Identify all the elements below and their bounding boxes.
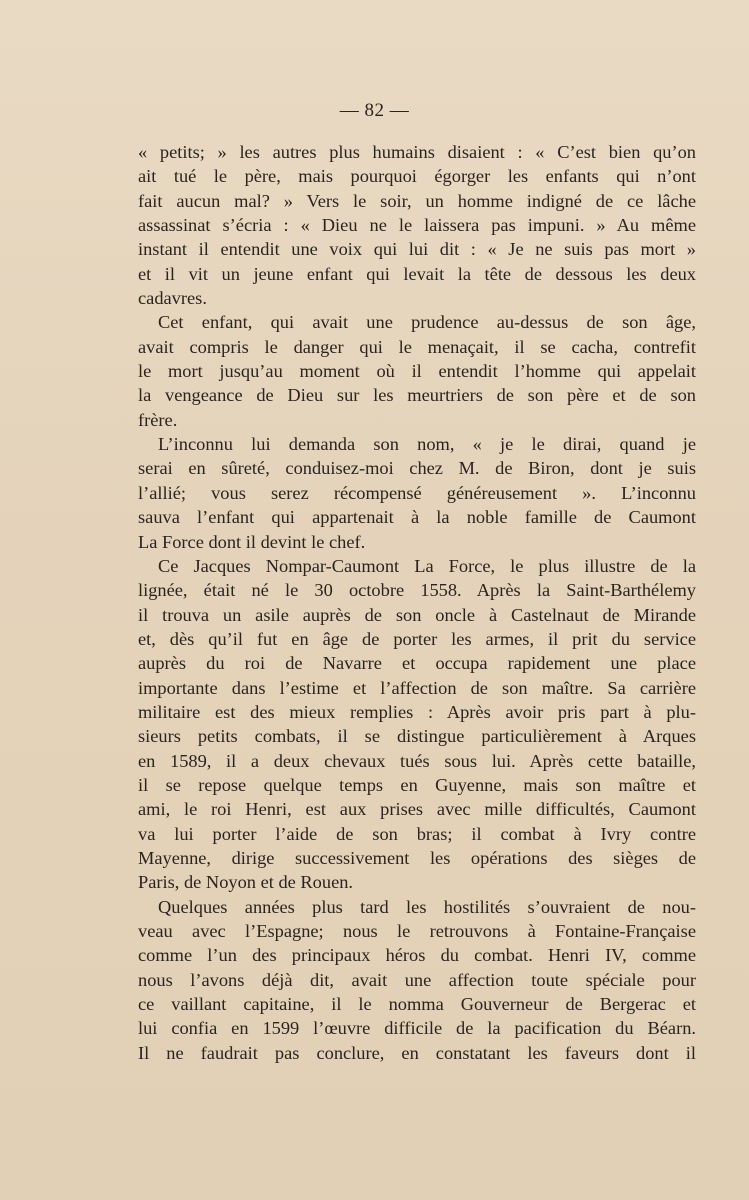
text-line: comme l’un des principaux héros du combat. Henri IV, comme <box>138 945 696 966</box>
text-line: veau avec l’Espagne; nous le retrouvons à Fontaine-Française <box>138 921 696 941</box>
text-line: la vengeance de Dieu sur les meurtriers de son père et de son <box>138 385 696 406</box>
text-line: en 1589, il a deux chevaux tués sous lui. Après cette bataille, <box>138 750 696 771</box>
body-text <box>138 140 696 1065</box>
text-line: « petits; » les autres plus humains disaient : « C’est bien qu’on <box>138 142 696 162</box>
text-line: ce vaillant capitaine, il le nomma Gouverneur de Bergerac et <box>138 994 696 1015</box>
text-line: Mayenne, dirige successivement les opérations des sièges de <box>138 847 696 868</box>
text-line: ait tué le père, mais pourquoi égorger les enfants qui n’ont <box>138 166 696 187</box>
text-line: cadavres. <box>138 288 207 309</box>
text-line: assassinat s’écria : « Dieu ne le laissera pas impuni. » Au même <box>138 215 696 236</box>
text-line: fait aucun mal? » Vers le soir, un homme indigné de ce lâche <box>138 190 696 211</box>
text-line: Cet enfant, qui avait une prudence au-dessus de son âge, <box>158 312 696 333</box>
text-line: La Force dont il devint le chef. <box>138 531 366 552</box>
text-line: il trouva un asile auprès de son oncle à Castelnaut de Mirande <box>138 604 696 625</box>
text-line: Quelques années plus tard les hostilités s’ouvraient de nou- <box>158 896 696 917</box>
text-line: ami, le roi Henri, est aux prises avec mille difficultés, Caumont <box>138 799 696 820</box>
page-number: — 82 — <box>339 100 410 121</box>
text-line: sauva l’enfant qui appartenait à la noble famille de Caumont <box>138 507 696 528</box>
text-line: importante dans l’estime et l’affection de son maître. Sa carrière <box>138 677 696 698</box>
text-line: Paris, de Noyon et de Rouen. <box>138 872 354 893</box>
text-line: va lui porter l’aide de son bras; il combat à Ivry contre <box>138 823 696 844</box>
text-line: L’inconnu lui demanda son nom, « je le dirai, quand je <box>158 434 696 455</box>
text-line: nous l’avons déjà dit, avait une affection toute spéciale pour <box>138 969 696 990</box>
text-line: serai en sûreté, conduisez-moi chez M. de Biron, dont je suis <box>138 458 696 479</box>
text-line: lui confia en 1599 l’œuvre difficile de la pacification du Béarn. <box>138 1018 696 1039</box>
text-line: avait compris le danger qui le menaçait, il se cacha, contrefit <box>138 336 696 357</box>
text-line: auprès du roi de Navarre et occupa rapidement une place <box>138 653 696 674</box>
text-line: l’allié; vous serez récompensé généreusement ». L’inconnu <box>138 482 696 503</box>
text-line: et, dès qu’il fut en âge de porter les armes, il prit du service <box>138 628 696 649</box>
text-line: le mort jusqu’au moment où il entendit l’homme qui appelait <box>138 361 696 382</box>
text-line: et il vit un jeune enfant qui levait la tête de dessous les deux <box>138 263 696 284</box>
text-line: sieurs petits combats, il se distingue particulièrement à Arques <box>138 726 696 747</box>
text-line: instant il entendit une voix qui lui dit : « Je ne suis pas mort » <box>138 239 696 260</box>
text-line: Il ne faudrait pas conclure, en constatant les faveurs dont il <box>138 1042 696 1063</box>
text-line: militaire est des mieux remplies : Après avoir pris part à plu- <box>138 701 696 722</box>
text-line: frère. <box>138 409 178 430</box>
text-line: lignée, était né le 30 octobre 1558. Après la Saint-Barthélemy <box>138 580 696 601</box>
text-line: il se repose quelque temps en Guyenne, mais son maître et <box>138 774 696 795</box>
text-line: Ce Jacques Nompar-Caumont La Force, le plus illustre de la <box>158 555 696 576</box>
